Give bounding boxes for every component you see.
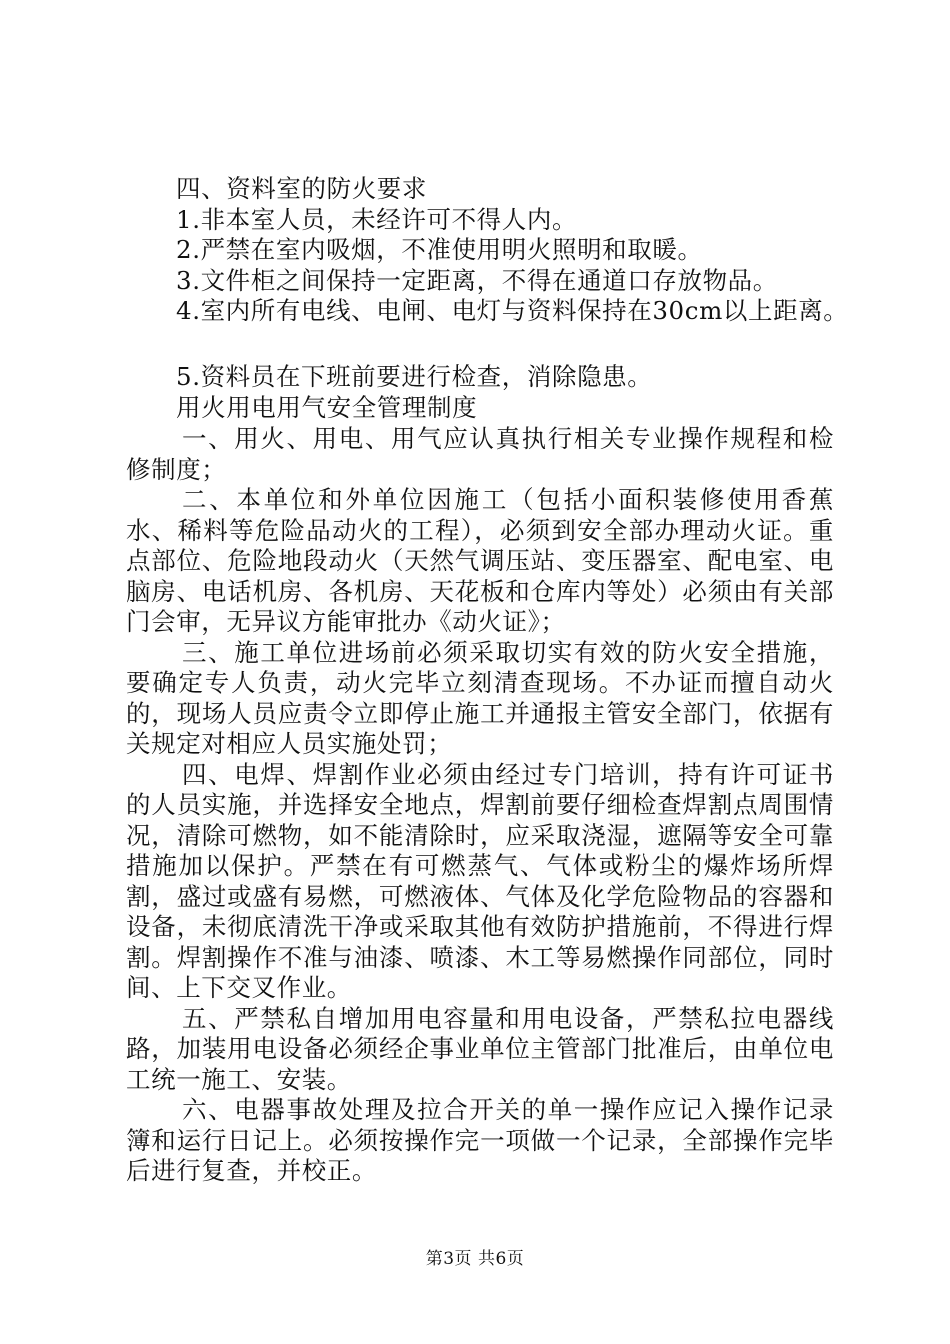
rule-paragraph: 四、电焊、焊割作业必须由经过专门培训，持有许可证书的人员实施，并选择安全地点，焊割前要仔细检查焊割点周围情况，清除可燃物，如不能清除时，应采取浇湿，遮隔等安全可靠措施加以保护。严禁在有可燃蒸气、气体或粉尘的爆炸场所焊割，盛过或盛有易燃，可燃液体、气体及化学危险物品的容器和设备，未彻底清洗干净或采取其他有效防护措施前，不得进行焊割。焊割操作不准与油漆、喷漆、木工等易燃操作同部位，同时间、上下交叉作业。 [126, 759, 834, 1002]
list-item: 3.文件柜之间保持一定距离，不得在通道口存放物品。 [176, 265, 778, 295]
list-item: 1.非本室人员，未经许可不得人内。 [176, 204, 578, 234]
rule-paragraph: 六、电器事故处理及拉合开关的单一操作应记入操作记录簿和运行日记上。必须按操作完一项做一个记录，全部操作完毕后进行复查，并校正。 [126, 1095, 834, 1185]
list-item: 4.室内所有电线、电闸、电灯与资料保持在30cm以上距离。 [176, 296, 849, 325]
list-item: 5.资料员在下班前要进行检查，消除隐患。 [176, 362, 653, 391]
rule-paragraph: 五、严禁私自增加用电容量和用电设备，严禁私拉电器线路，加装用电设备必须经企事业单位主管部门批准后，由单位电工统一施工、安装。 [126, 1003, 834, 1094]
page-number-footer: 第3页 共6页 [425, 1249, 525, 1269]
rule-paragraph: 一、用火、用电、用气应认真执行相关专业操作规程和检修制度； [126, 424, 834, 484]
rule-paragraph: 二、本单位和外单位因施工（包括小面积装修使用香蕉水、稀料等危险品动火的工程），必须到安全部办理动火证。重点部位、危险地段动火（天然气调压站、变压器室、配电室、电脑房、电话机房、各机房、天花板和仓库内等处）必须由有关部门会审，无异议方能审批办《动火证》； [126, 485, 834, 636]
safety-rules-body [126, 424, 834, 1187]
list-item: 2.严禁在室内吸烟，不准使用明火照明和取暖。 [176, 235, 703, 264]
section-heading: 四、资料室的防火要求 [176, 174, 427, 203]
fire-room-section-cont [126, 362, 834, 423]
fire-room-section [126, 174, 849, 327]
rule-paragraph: 三、施工单位进场前必须采取切实有效的防火安全措施，要确定专人负责，动火完毕立刻清查现场。不办证而擅自动火的，现场人员应责令立即停止施工并通报主管安全部门，依据有关规定对相应人员实施处罚； [126, 637, 834, 758]
section-title: 用火用电用气安全管理制度 [176, 392, 478, 422]
